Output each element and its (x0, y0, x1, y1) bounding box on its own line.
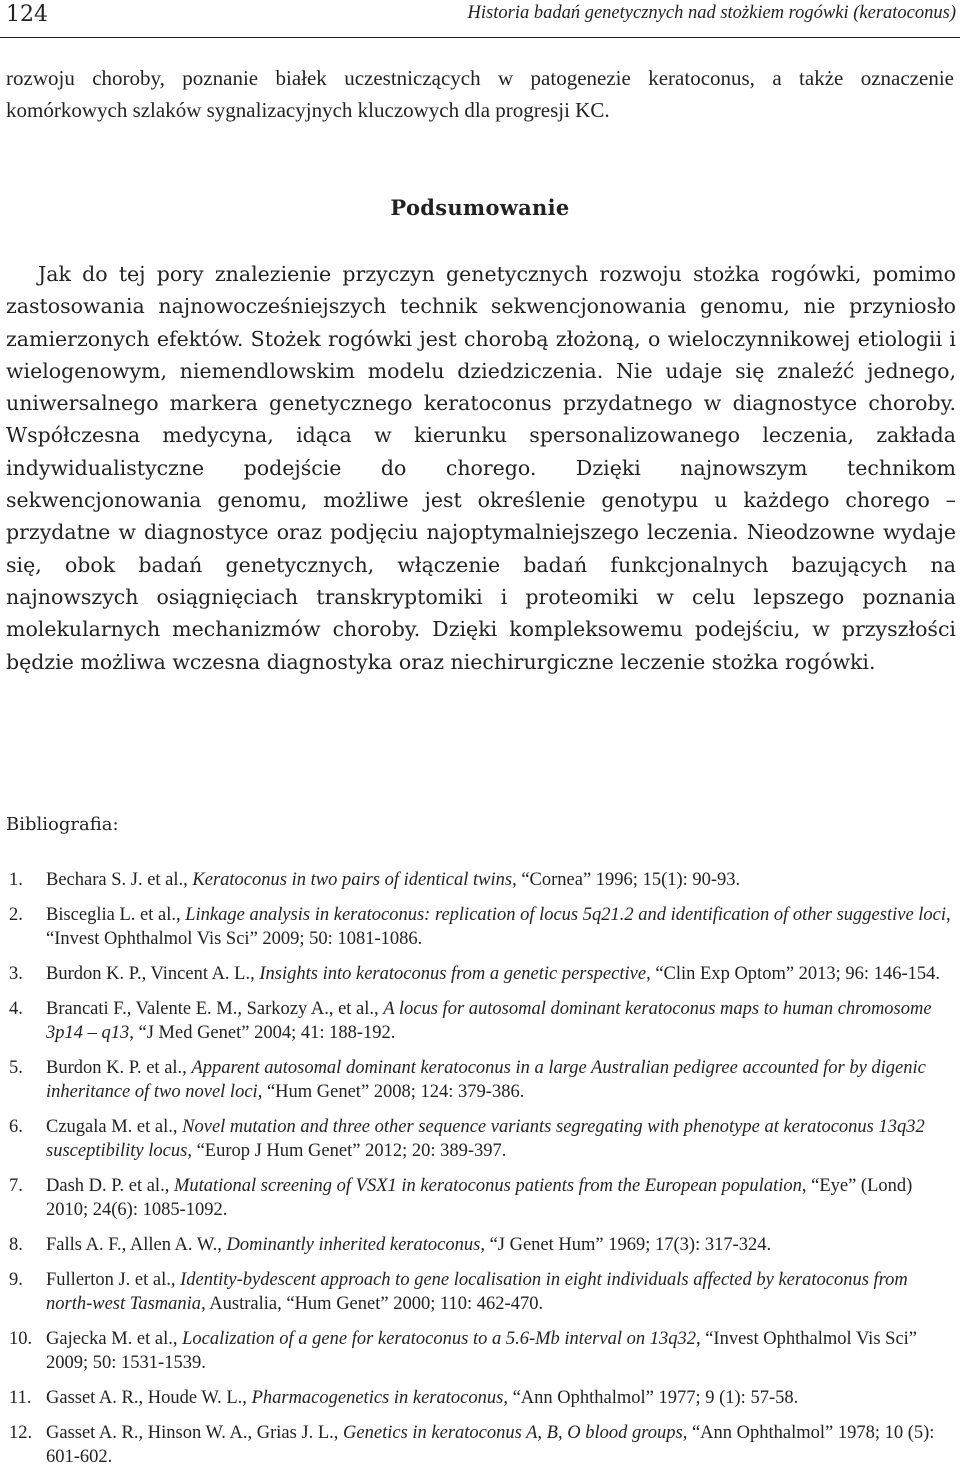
reference-source: , “Europ J Hum Genet” 2012; 20: 389-397. (187, 1141, 507, 1161)
reference-item (0, 997, 960, 1045)
reference-item (0, 1115, 960, 1163)
reference-item (0, 1268, 960, 1316)
reference-number: 2. (9, 905, 23, 925)
continuation-paragraph: rozwoju choroby, poznanie białek uczestniczących w patogenezie keratoconus, a także oznaczenie komórkowych szlaków sygnalizacyjnych kluczowych dla progresji KC. (6, 66, 954, 122)
reference-title: Insights into keratoconus from a genetic perspective (259, 964, 647, 984)
reference-source: , “Eye” (Lond) 2010; 24(6): 1085-1092. (46, 1176, 913, 1220)
reference-title: Genetics in keratoconus A, B, O blood groups (343, 1423, 683, 1443)
reference-authors: Burdon K. P. et al., (46, 1058, 192, 1078)
reference-item (0, 1233, 960, 1257)
reference-item (0, 903, 960, 951)
reference-item (0, 1327, 960, 1375)
reference-source: , “Ann Ophthalmol” 1978; 10 (5): 601-602. (46, 1423, 935, 1467)
reference-source: , “J Med Genet” 2004; 41: 188-192. (129, 1023, 396, 1043)
reference-authors: Bisceglia L. et al., (46, 905, 186, 925)
reference-source: , “Clin Exp Optom” 2013; 96: 146-154. (646, 964, 940, 984)
reference-title: Novel mutation and three other sequence variants segregating with phenotype at keratoconus 13q32 susceptibility locus (46, 1117, 925, 1161)
running-title: Historia badań genetycznych nad stożkiem rogówki (keratoconus) (467, 3, 956, 23)
reference-source: , “Hum Genet” 2008; 124: 379-386. (257, 1082, 525, 1102)
reference-authors: Gasset A. R., Hinson W. A., Grias J. L., (46, 1423, 344, 1443)
reference-number: 11. (9, 1388, 32, 1408)
reference-authors: Bechara S. J. et al., (46, 870, 193, 890)
reference-authors: Fullerton J. et al., (46, 1270, 181, 1290)
reference-title: Mutational screening of VSX1 in keratoconus patients from the European population (173, 1176, 802, 1196)
reference-source: , “Cornea” 1996; 15(1): 90-93. (512, 870, 741, 890)
reference-number: 8. (9, 1235, 23, 1255)
reference-authors: Brancati F., Valente E. M., Sarkozy A., et al., (46, 999, 384, 1019)
page-number: 124 (6, 2, 48, 27)
reference-number: 12. (9, 1423, 33, 1443)
reference-source: , “Ann Ophthalmol” 1977; 9 (1): 57-58. (503, 1388, 799, 1408)
reference-item (0, 1386, 960, 1410)
page-header (0, 0, 960, 38)
reference-title: A locus for autosomal dominant keratoconus maps to human chromosome 3p14 – q13 (46, 999, 932, 1043)
reference-number: 1. (9, 870, 23, 890)
reference-list (0, 868, 960, 1480)
bibliography-label: Bibliografia: (6, 814, 119, 835)
reference-title: Localization of a gene for keratoconus to a 5.6-Mb interval on 13q32 (182, 1329, 696, 1349)
section-title: Podsumowanie (390, 195, 570, 220)
reference-authors: Czugala M. et al., (46, 1117, 183, 1137)
header-rule (0, 37, 960, 38)
reference-title: Pharmacogenetics in keratoconus (251, 1388, 504, 1408)
reference-title: Keratoconus in two pairs of identical twins (192, 870, 513, 890)
reference-number: 10. (9, 1329, 33, 1349)
reference-item (0, 1174, 960, 1222)
reference-source: , “Invest Ophthalmol Vis Sci” 2009; 50: 1531-1539. (46, 1329, 918, 1373)
reference-item (0, 868, 960, 892)
reference-title: Dominantly inherited keratoconus (226, 1235, 481, 1255)
reference-number: 7. (9, 1176, 23, 1196)
reference-source: , “Invest Ophthalmol Vis Sci” 2009; 50: 1081-1086. (46, 905, 951, 949)
reference-source: , “J Genet Hum” 1969; 17(3): 317-324. (480, 1235, 772, 1255)
reference-title: Apparent autosomal dominant keratoconus in a large Australian pedigree accounted for by digenic inheritance of two novel loci (46, 1058, 926, 1102)
reference-authors: Dash D. P. et al., (46, 1176, 174, 1196)
reference-source: , Australia, “Hum Genet” 2000; 110: 462-470. (201, 1294, 544, 1314)
reference-number: 6. (9, 1117, 23, 1137)
reference-authors: Gasset A. R., Houde W. L., (46, 1388, 252, 1408)
reference-number: 5. (9, 1058, 23, 1078)
summary-paragraph: Jak do tej pory znalezienie przyczyn genetycznych rozwoju stożka rogówki, pomimo zastosowania najnowocześniejszych technik sekwencjonowania genomu, nie przyniosło zamierzonych efektów. Stożek rogówki jest chorobą złożoną, o wieloczynnikowej etiologii i wielogenowym, niemendlowskim modelu dziedziczenia. Nie udaje się znaleźć jednego, uniwersalnego markera genetycznego keratoconus przydatnego w diagnostyce choroby. Współczesna medycyna, idąca w kierunku spersonalizowanego leczenia, zakłada indywidualistyczne podejście do chorego. Dzięki najnowszym technikom sekwencjonowania genomu, możliwe jest określenie genotypu u każdego chorego – przydatne w diagnostyce oraz podjęciu najoptymalniejszego leczenia. Nieodzowne wydaje się, obok badań genetycznych, włączenie badań funkcjonalnych bazujących na najnowszych osiągnięciach transkryptomiki i proteomiki w celu lepszego poznania molekularnych mechanizmów choroby. Dzięki kompleksowemu podejściu, w przyszłości będzie możliwa wczesna diagnostyka oraz niechirurgiczne leczenie stożka rogówki. (6, 262, 956, 674)
reference-authors: Burdon K. P., Vincent A. L., (46, 964, 260, 984)
reference-title: Linkage analysis in keratoconus: replication of locus 5q21.2 and identification of other suggestive loci (185, 905, 947, 925)
reference-number: 9. (9, 1270, 23, 1290)
reference-number: 4. (9, 999, 23, 1019)
reference-authors: Falls A. F., Allen A. W., (46, 1235, 227, 1255)
reference-item (0, 962, 960, 986)
reference-authors: Gajecka M. et al., (46, 1329, 183, 1349)
reference-item (0, 1056, 960, 1104)
reference-item (0, 1421, 960, 1469)
reference-title: Identity-bydescent approach to gene localisation in eight individuals affected by keratoconus from north-west Tasmania (46, 1270, 908, 1314)
reference-number: 3. (9, 964, 23, 984)
